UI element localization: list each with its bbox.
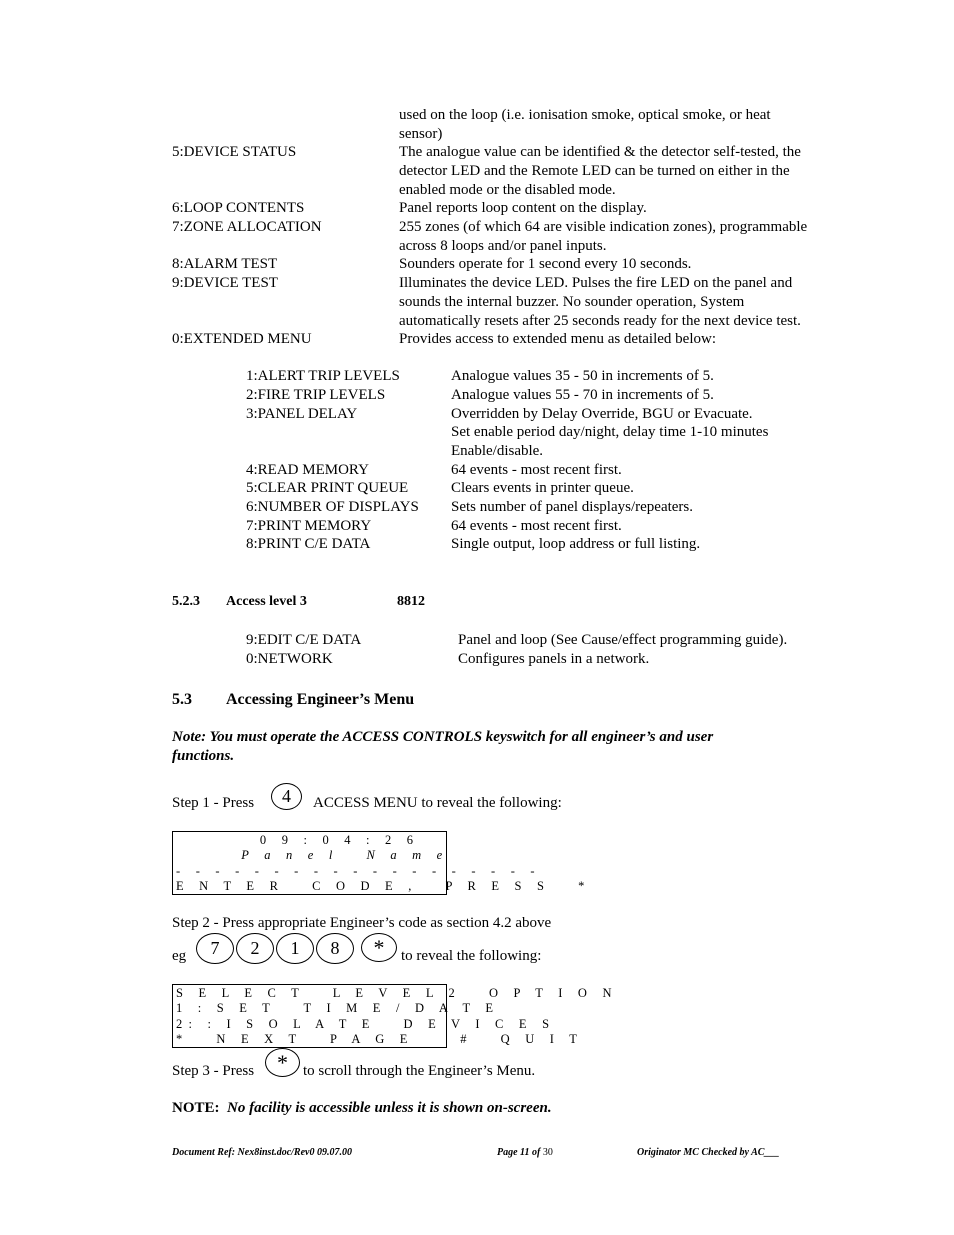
step2-suffix: to reveal the following: bbox=[401, 948, 542, 964]
lcd1-line-panel-name: P a n e l N a m e bbox=[176, 848, 449, 863]
final-note-label: NOTE: bbox=[172, 1100, 220, 1116]
footer-originator: Originator MC Checked by AC___ bbox=[637, 1147, 780, 1158]
menu-desc: detector LED and the Remote LED can be turned on either in the bbox=[399, 163, 790, 179]
menu-desc: automatically resets after 25 seconds ready for the next device test. bbox=[399, 313, 801, 329]
ext-item-print-memory: 7:PRINT MEMORY bbox=[246, 518, 372, 534]
section-523-code: 8812 bbox=[397, 594, 425, 609]
key-2-button[interactable]: 2 bbox=[236, 933, 274, 964]
menu-item-zone-allocation: 7:ZONE ALLOCATION bbox=[172, 219, 322, 235]
ext-item-print-ce-data: 8:PRINT C/E DATA bbox=[246, 536, 371, 552]
lcd1-line-prompt: E N T E R C O D E , P R E S S * bbox=[176, 878, 591, 893]
footer-page-prefix: Page 11 of bbox=[497, 1147, 541, 1158]
lcd-display-level2-options bbox=[172, 984, 618, 1048]
menu-desc: The analogue value can be identified & the detector self-tested, the bbox=[399, 144, 801, 160]
level3-desc: Configures panels in a network. bbox=[458, 651, 650, 667]
lcd1-line-time: 0 9 : 0 4 : 2 6 bbox=[176, 833, 420, 847]
ext-desc: Analogue values 35 - 50 in increments of 5. bbox=[451, 368, 714, 384]
ext-desc: Overridden by Delay Override, BGU or Evacuate. bbox=[451, 406, 753, 422]
menu-item-alarm-test: 8:ALARM TEST bbox=[172, 256, 278, 272]
footer-page-total: 30 bbox=[542, 1147, 553, 1158]
menu-desc: enabled mode or the disabled mode. bbox=[399, 182, 616, 198]
section-53-title: Accessing Engineer’s Menu bbox=[226, 691, 415, 708]
lcd2-line-option-1: 1 : S E T T I M E / D A T E bbox=[176, 1001, 500, 1016]
menu-item-extended-menu: 0:EXTENDED MENU bbox=[172, 331, 312, 347]
ext-item-fire-trip-levels: 2:FIRE TRIP LEVELS bbox=[246, 387, 386, 403]
menu-desc: sounds the internal buzzer. No sounder operation, System bbox=[399, 294, 745, 310]
menu-item-device-test: 9:DEVICE TEST bbox=[172, 275, 278, 291]
step2-text: Step 2 - Press appropriate Engineer’s code as section 4.2 above bbox=[172, 915, 552, 931]
ext-desc: Sets number of panel displays/repeaters. bbox=[451, 499, 694, 515]
menu-desc: Provides access to extended menu as detailed below: bbox=[399, 331, 716, 347]
ext-desc: Set enable period day/night, delay time 1-10 minutes bbox=[451, 424, 769, 440]
final-note-text: No facility is accessible unless it is shown on-screen. bbox=[227, 1100, 552, 1116]
step3-prefix: Step 3 - Press bbox=[172, 1063, 255, 1079]
menu-desc: 255 zones (of which 64 are visible indication zones), programmable bbox=[399, 219, 808, 235]
key-8-button[interactable]: 8 bbox=[316, 933, 354, 964]
key-7-button[interactable]: 7 bbox=[196, 933, 234, 964]
section-523-title: Access level 3 bbox=[226, 594, 307, 609]
ext-desc: Analogue values 55 - 70 in increments of 5. bbox=[451, 387, 714, 403]
section-523-number: 5.2.3 bbox=[172, 594, 200, 609]
level3-item-edit-ce-data: 9:EDIT C/E DATA bbox=[246, 632, 362, 648]
level3-item-network: 0:NETWORK bbox=[246, 651, 333, 667]
ext-item-panel-delay: 3:PANEL DELAY bbox=[246, 406, 358, 422]
intro-line-1: used on the loop (i.e. ionisation smoke, optical smoke, or heat bbox=[399, 107, 771, 123]
menu-item-loop-contents: 6:LOOP CONTENTS bbox=[172, 200, 305, 216]
step1-prefix: Step 1 - Press bbox=[172, 795, 255, 811]
menu-desc: Illuminates the device LED. Pulses the fire LED on the panel and bbox=[399, 275, 793, 291]
level3-desc: Panel and loop (See Cause/effect programming guide). bbox=[458, 632, 788, 648]
ext-item-number-of-displays: 6:NUMBER OF DISPLAYS bbox=[246, 499, 419, 515]
footer-doc-ref: Document Ref: Nex8inst.doc/Rev0 09.07.00 bbox=[172, 1147, 352, 1158]
ext-item-alert-trip-levels: 1:ALERT TRIP LEVELS bbox=[246, 368, 400, 384]
key-4-button[interactable]: 4 bbox=[271, 783, 302, 810]
ext-desc: Enable/disable. bbox=[451, 443, 544, 459]
ext-desc: 64 events - most recent first. bbox=[451, 462, 622, 478]
lcd2-line-option-2: 2: : I S O L A T E D E V I C E S bbox=[176, 1016, 556, 1031]
step3-suffix: to scroll through the Engineer’s Menu. bbox=[303, 1063, 536, 1079]
intro-line-2: sensor) bbox=[399, 126, 443, 142]
note-line-2: functions. bbox=[172, 748, 235, 764]
key-1-button[interactable]: 1 bbox=[276, 933, 314, 964]
lcd-display-code-entry bbox=[172, 831, 591, 895]
section-53-number: 5.3 bbox=[172, 691, 192, 708]
ext-desc: Clears events in printer queue. bbox=[451, 480, 634, 496]
ext-item-read-memory: 4:READ MEMORY bbox=[246, 462, 369, 478]
menu-desc: Panel reports loop content on the display. bbox=[399, 200, 647, 216]
note-line-1: Note: You must operate the ACCESS CONTROLS keyswitch for all engineer’s and user bbox=[172, 729, 714, 745]
ext-item-clear-print-queue: 5:CLEAR PRINT QUEUE bbox=[246, 480, 409, 496]
lcd2-line-nav: * N E X T P A G E # Q U I T bbox=[176, 1031, 584, 1046]
ext-desc: 64 events - most recent first. bbox=[451, 518, 622, 534]
key-star-scroll-button[interactable]: * bbox=[265, 1048, 300, 1077]
footer-page bbox=[497, 1147, 553, 1158]
step2-eg: eg bbox=[172, 948, 187, 964]
menu-desc: across 8 loops and/or panel inputs. bbox=[399, 238, 607, 254]
key-star-button[interactable]: * bbox=[361, 933, 397, 962]
ext-desc: Single output, loop address or full listing. bbox=[451, 536, 701, 552]
step1-suffix: ACCESS MENU to reveal the following: bbox=[313, 795, 562, 811]
lcd1-line-dashes: - - - - - - - - - - - - - - - - - - - bbox=[176, 863, 541, 878]
menu-item-device-status: 5:DEVICE STATUS bbox=[172, 144, 297, 160]
lcd2-line-title: S E L E C T L E V E L 2 O P T I O N bbox=[176, 986, 618, 1000]
menu-desc: Sounders operate for 1 second every 10 seconds. bbox=[399, 256, 692, 272]
